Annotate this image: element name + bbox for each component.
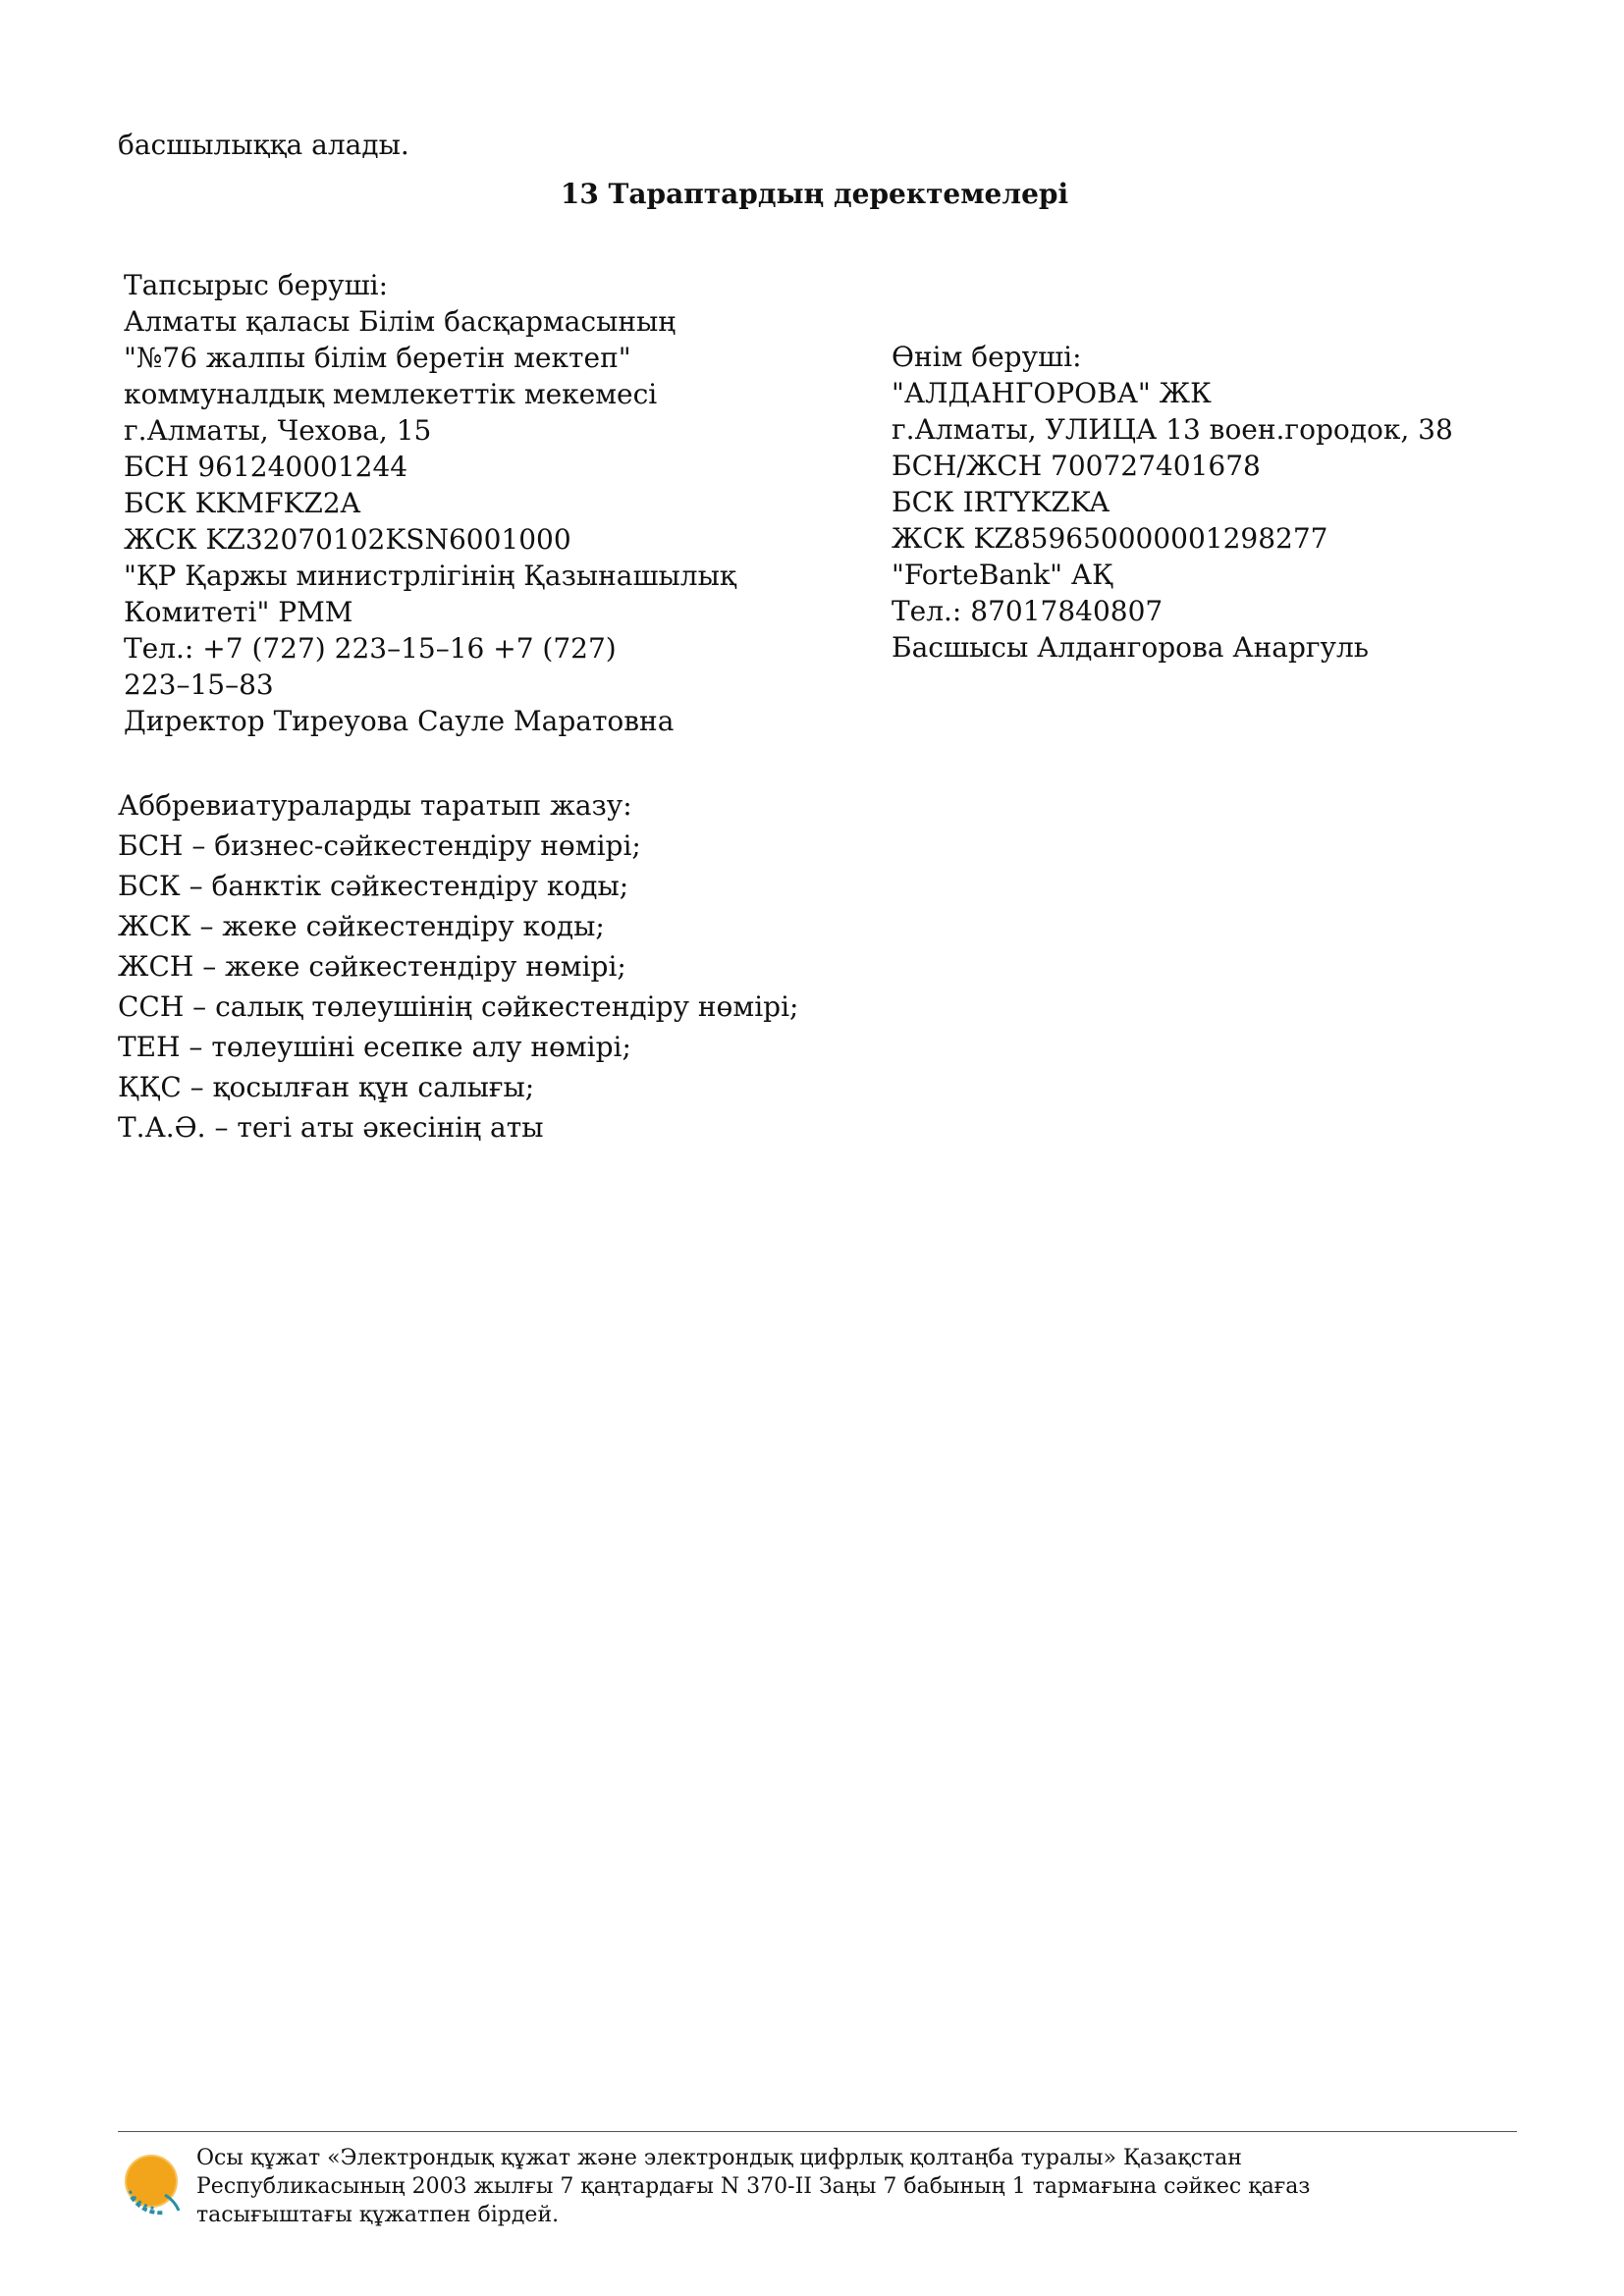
- list-item: БСК – банктік сәйкестендіру коды;: [118, 870, 629, 902]
- abbreviations-list: [118, 785, 798, 1148]
- customer-name-line: "№76 жалпы білім беретін мектеп": [124, 342, 631, 374]
- supplier-bank: "ForteBank" АҚ: [892, 559, 1113, 591]
- customer-role: Тапсырыс беруші:: [124, 269, 389, 301]
- footer-line: Осы құжат «Электрондық құжат және электрондық цифрлық қолтаңба туралы» Қазақстан: [196, 2146, 1242, 2170]
- supplier-bik: БСК IRTYKZKA: [892, 486, 1110, 518]
- footer-legal-note: [196, 2144, 1517, 2229]
- footer-line: Республикасының 2003 жылғы 7 қаңтардағы N 370-II Заңы 7 бабының 1 тармағына сәйкес қағаз: [196, 2174, 1311, 2199]
- list-item: ЖСН – жеке сәйкестендіру нөмірі;: [118, 950, 626, 983]
- customer-bank-line: "ҚР Қаржы министрлігінің Қазынашылық: [124, 560, 736, 592]
- supplier-head: Басшысы Алдангорова Анаргуль: [892, 631, 1370, 664]
- list-item: Т.А.Ә. – тегі аты әкесінің аты: [118, 1111, 544, 1144]
- customer-iik: ЖСК KZ32070102KSN6001000: [124, 523, 571, 556]
- egov-sun-logo-icon: [122, 2152, 189, 2218]
- supplier-iik: ЖСК KZ859650000001298277: [892, 522, 1328, 555]
- customer-bank-line: Комитеті" РММ: [124, 596, 353, 628]
- supplier-requisites: [892, 339, 1520, 666]
- supplier-address: г.Алматы, УЛИЦА 13 воен.городок, 38: [892, 413, 1453, 446]
- customer-name-line: коммуналдық мемлекеттік мекемесі: [124, 378, 658, 410]
- list-item: ЖСК – жеке сәйкестендіру коды;: [118, 910, 605, 942]
- footer-line: тасығыштағы құжатпен бірдей.: [196, 2203, 560, 2227]
- customer-phone-line: 223–15–83: [124, 668, 274, 701]
- customer-address: г.Алматы, Чехова, 15: [124, 414, 432, 447]
- list-item: ССН – салық төлеушінің сәйкестендіру нөмірі;: [118, 990, 799, 1023]
- supplier-role: Өнім беруші:: [892, 341, 1082, 373]
- supplier-bin: БСН/ЖСН 700727401678: [892, 450, 1261, 482]
- footer-divider: [118, 2131, 1517, 2132]
- customer-name-line: Алматы қаласы Білім басқармасының: [124, 305, 677, 338]
- customer-requisites: [124, 267, 752, 739]
- continuation-text: басшылыққа алады.: [118, 129, 409, 161]
- supplier-phone: Тел.: 87017840807: [892, 595, 1164, 627]
- abbreviations-heading: Аббревиатураларды таратып жазу:: [118, 789, 632, 822]
- customer-phone-line: Тел.: +7 (727) 223–15–16 +7 (727): [124, 632, 617, 665]
- list-item: ҚҚС – қосылған құн салығы;: [118, 1071, 535, 1103]
- section-title: 13 Тараптардың деректемелері: [560, 178, 1069, 210]
- supplier-name: "АЛДАНГОРОВА" ЖК: [892, 377, 1212, 409]
- customer-bin: БСН 961240001244: [124, 451, 408, 483]
- list-item: ТЕН – төлеушіні есепке алу нөмірі;: [118, 1031, 631, 1063]
- list-item: БСН – бизнес-сәйкестендіру нөмірі;: [118, 829, 641, 862]
- customer-director: Директор Тиреуова Сауле Маратовна: [124, 705, 675, 737]
- customer-bik: БСК KKMFKZ2A: [124, 487, 360, 519]
